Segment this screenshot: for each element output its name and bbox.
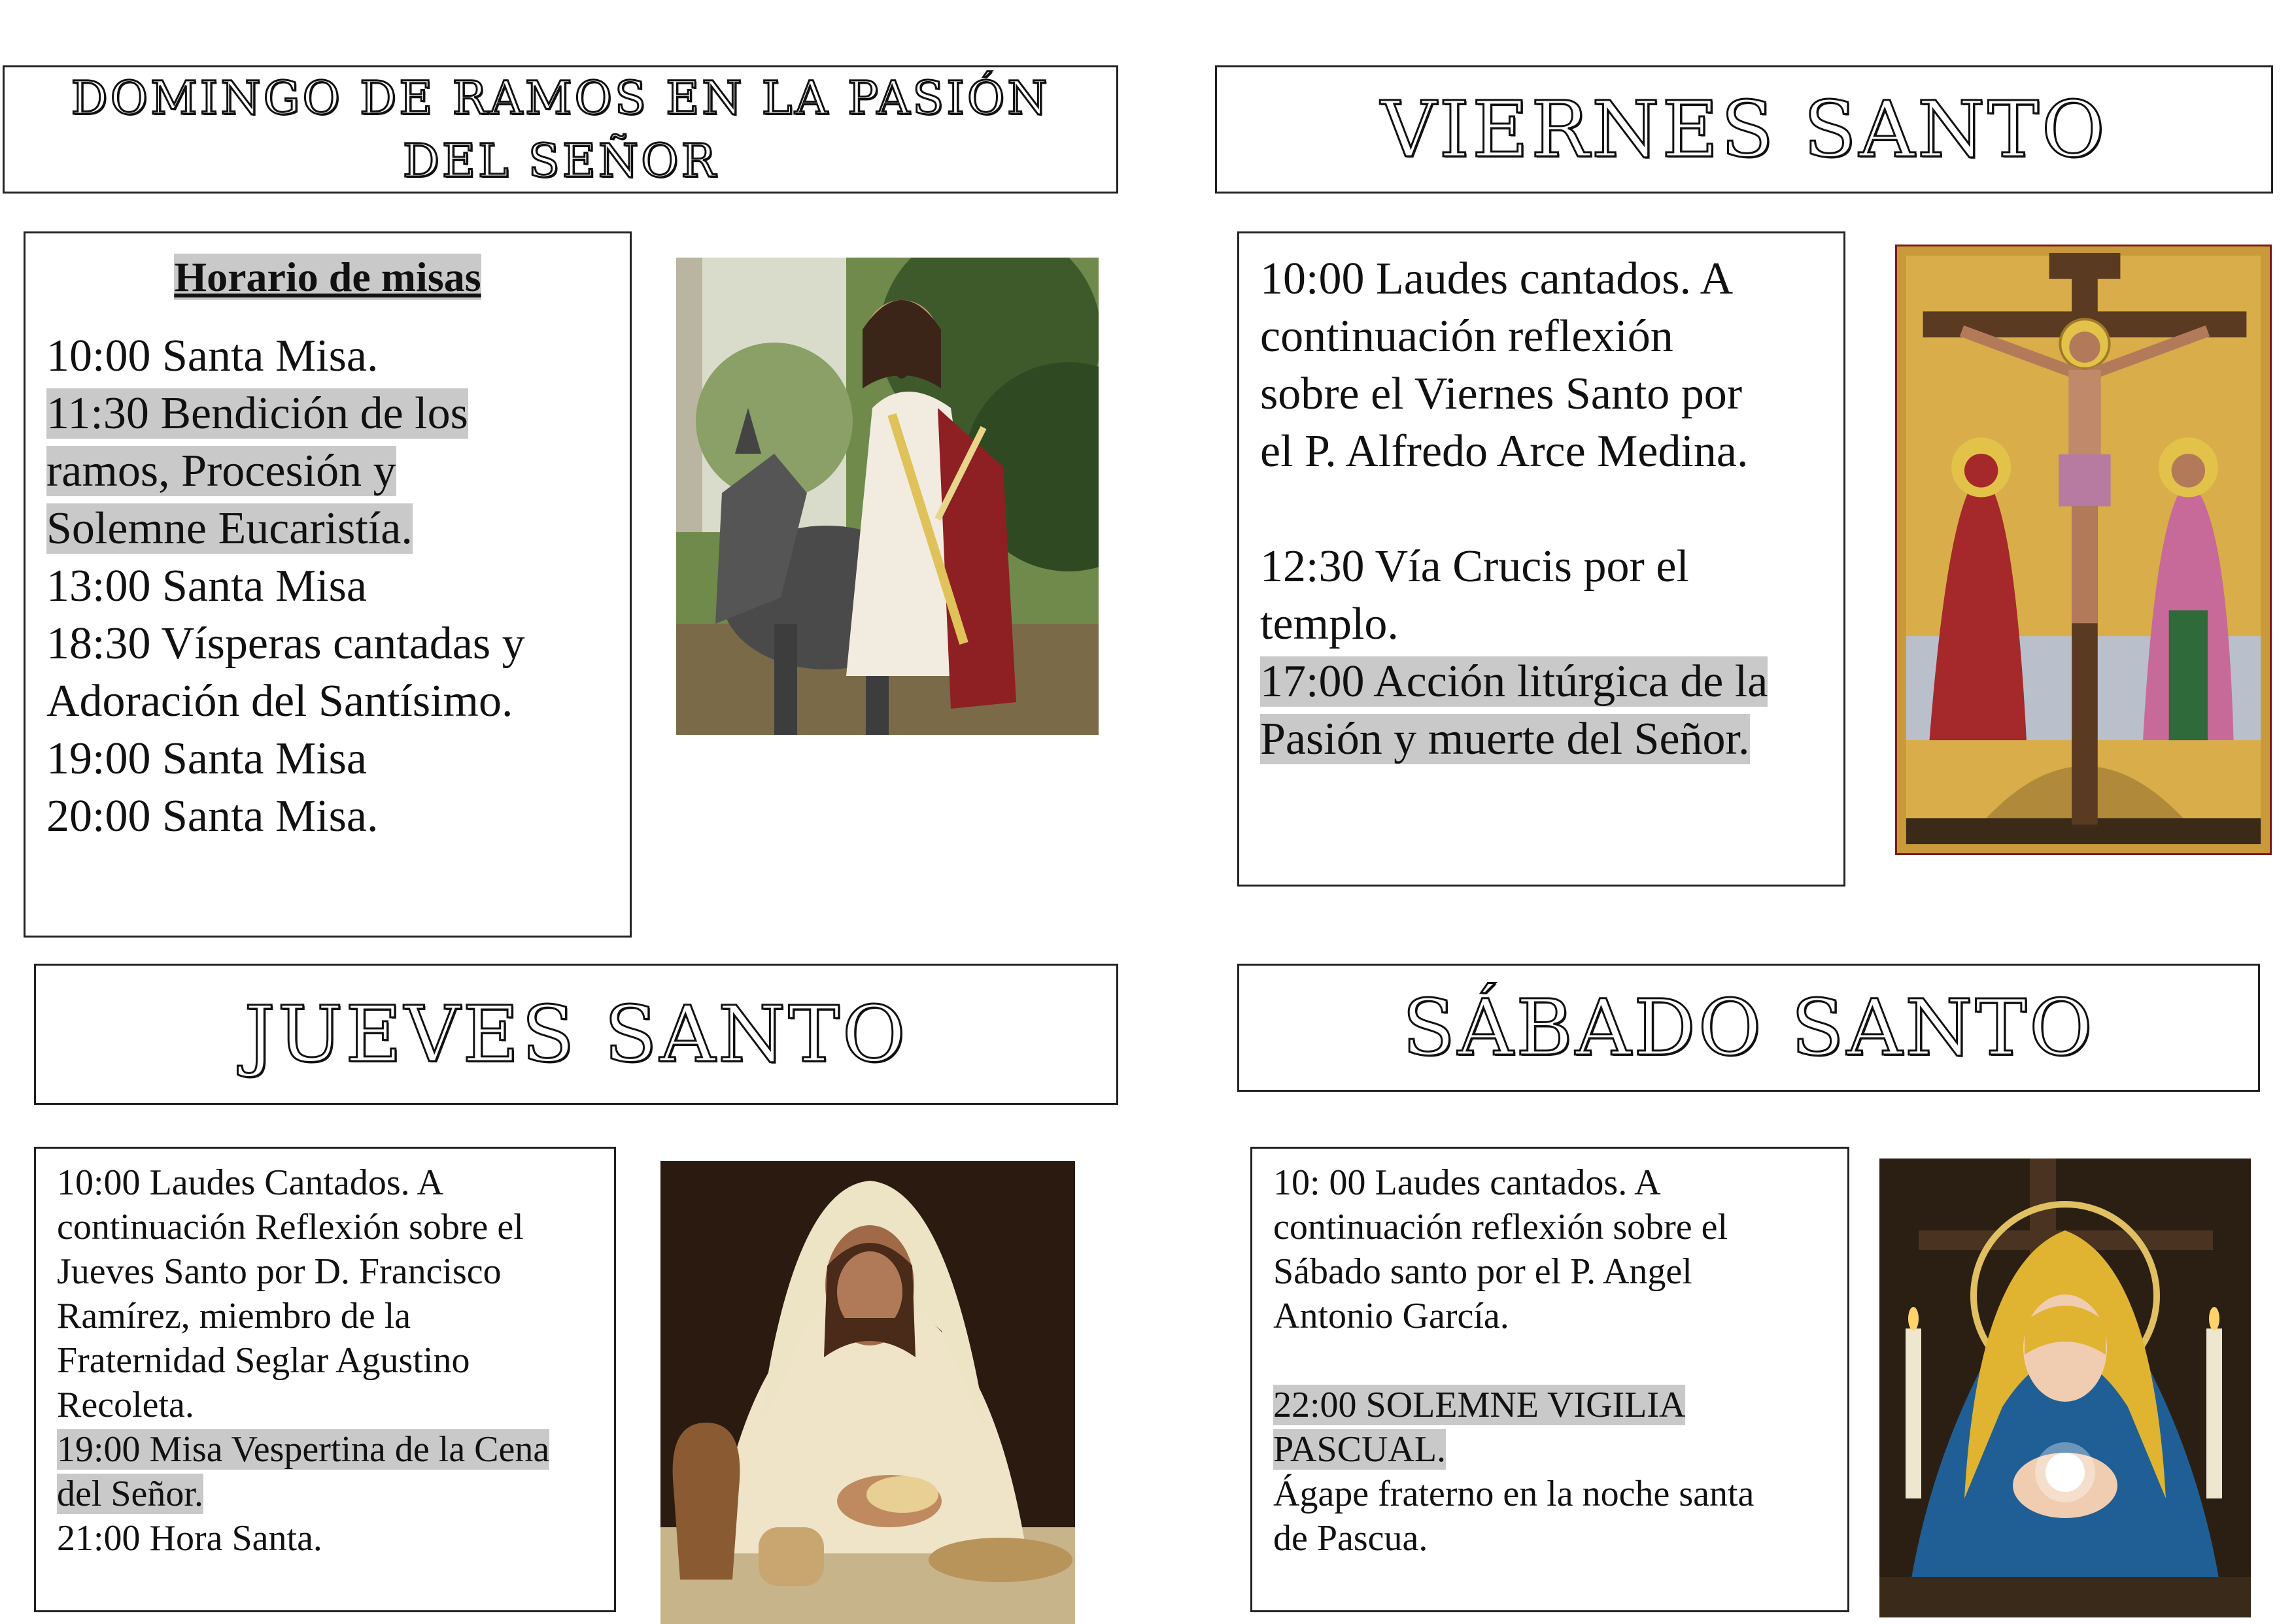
viernes-title: VIERNES SANTO [1380, 84, 2108, 175]
schedule-line: del Señor. [57, 1474, 203, 1514]
schedule-line: templo. [1260, 599, 1399, 649]
schedule-line: 11:30 Bendición de los [46, 388, 468, 439]
schedule-line: Ágape fraterno en la noche santa [1273, 1474, 1755, 1514]
viernes-schedule-box [1237, 231, 1845, 887]
jueves-title-box [34, 964, 1118, 1105]
domingo-schedule-box [24, 231, 632, 938]
schedule-line: sobre el Viernes Santo por [1260, 369, 1743, 419]
schedule-line: 21:00 Hora Santa. [57, 1518, 322, 1559]
schedule-line: 19:00 Santa Misa [46, 734, 367, 784]
schedule-line: ramos, Procesión y [46, 446, 396, 496]
jesus-on-donkey-image [676, 258, 1099, 735]
jueves-schedule-box [34, 1147, 616, 1612]
domingo-title-line2: DEL SEÑOR [402, 134, 719, 188]
schedule-line: 10:00 Santa Misa. [46, 331, 379, 381]
schedule-line: Sábado santo por el P. Angel [1273, 1251, 1692, 1292]
domingo-title-line1: DOMINGO DE RAMOS EN LA PASIÓN [71, 71, 1050, 125]
schedule-line: Solemne Eucaristía. [46, 503, 413, 554]
domingo-title-box [3, 65, 1118, 194]
jueves-title: JUEVES SANTO [244, 989, 908, 1079]
schedule-line: 13:00 Santa Misa [46, 561, 367, 611]
schedule-line: Adoración del Santísimo. [46, 676, 513, 726]
schedule-line: PASCUAL. [1273, 1429, 1447, 1470]
schedule-line: 10: 00 Laudes cantados. A [1273, 1162, 1661, 1203]
last-supper-bread-image [660, 1161, 1075, 1624]
schedule-line: continuación Reflexión sobre el [57, 1207, 524, 1247]
schedule-line: 20:00 Santa Misa. [46, 791, 379, 841]
domingo-heading: Horario de misas [174, 254, 481, 300]
schedule-line: Pasión y muerte del Señor. [1260, 714, 1750, 764]
schedule-line: continuación reflexión [1260, 311, 1673, 362]
schedule-line: 17:00 Acción litúrgica de la [1260, 656, 1768, 707]
schedule-line: 19:00 Misa Vespertina de la Cena [57, 1429, 550, 1470]
schedule-line: Recoleta. [57, 1385, 194, 1425]
schedule-line: continuación reflexión sobre el [1273, 1207, 1728, 1247]
sabado-title: SÁBADO SANTO [1402, 983, 2095, 1073]
schedule-line: 22:00 SOLEMNE VIGILIA [1273, 1385, 1686, 1425]
virgin-mary-image [1879, 1159, 2251, 1617]
sabado-schedule-box [1250, 1147, 1849, 1612]
domingo-schedule-list [46, 328, 609, 845]
schedule-line: 10:00 Laudes Cantados. A [57, 1162, 444, 1203]
viernes-title-box [1215, 65, 2273, 194]
crucifixion-icon-image [1895, 245, 2272, 855]
schedule-line: de Pascua. [1273, 1518, 1428, 1559]
sabado-title-box [1237, 964, 2260, 1092]
schedule-line: el P. Alfredo Arce Medina. [1260, 426, 1749, 477]
schedule-line: Ramírez, miembro de la [57, 1296, 411, 1336]
schedule-line: 18:30 Vísperas cantadas y [46, 618, 525, 669]
schedule-line: Jueves Santo por D. Francisco [57, 1251, 502, 1292]
schedule-line: 10:00 Laudes cantados. A [1260, 254, 1734, 304]
schedule-line: 12:30 Vía Crucis por el [1260, 541, 1689, 592]
schedule-line: Antonio García. [1273, 1296, 1509, 1336]
schedule-line: Fraternidad Seglar Agustino [57, 1340, 470, 1381]
